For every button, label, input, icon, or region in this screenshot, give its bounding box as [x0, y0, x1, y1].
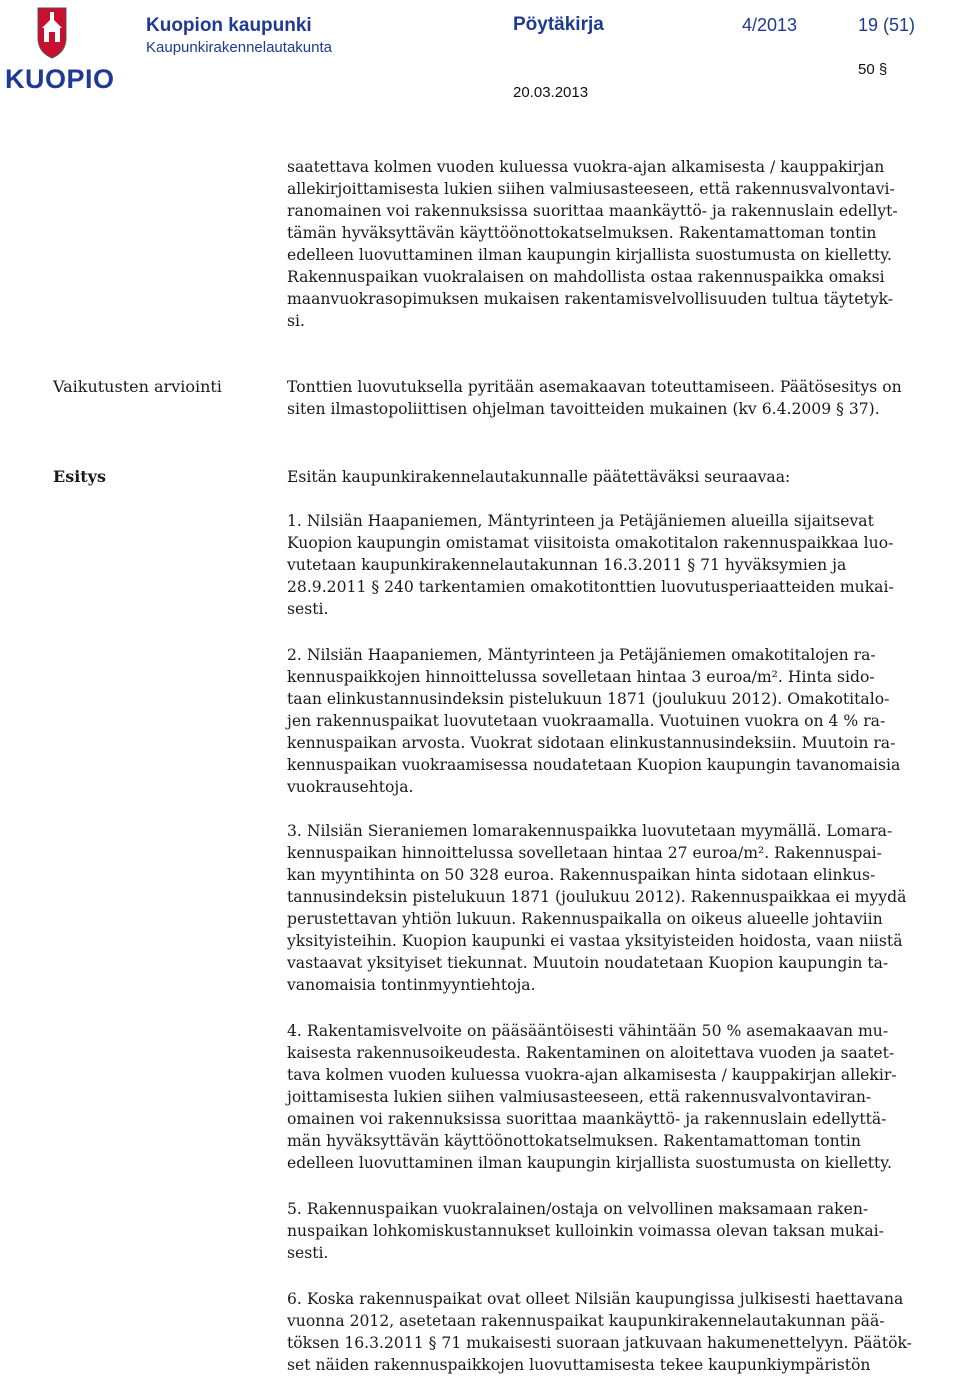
- proposal-line: taan elinkustannusindeksin pistelukuun 1871 (joulukuu 2012). Omakotitalo-: [287, 690, 890, 708]
- proposal-line: töksen 16.3.2011 § 71 mukaisesti suoraan jatkuvaan hakumenettelyyn. Päätök-: [287, 1334, 912, 1352]
- proposal-lead: Esitän kaupunkirakennelautakunnalle päätettäväksi seuraavaa:: [287, 468, 791, 486]
- impact-line: Tonttien luovutuksella pyritään asemakaavan toteuttamiseen. Päätösesitys on: [287, 378, 902, 396]
- proposal-line: män hyväksyttävän käyttöönottokatselmuksen. Rakentamattoman tontin: [287, 1132, 861, 1150]
- proposal-line: yksityisteihin. Kuopion kaupunki ei vastaa yksityisteiden hoidosta, vaan niistä: [287, 932, 903, 950]
- proposal-line: Kuopion kaupungin omistamat viisitoista omakotitalon rakennuspaikkaa luo-: [287, 534, 894, 552]
- intro-line: ranomainen voi rakennuksissa suorittaa maankäyttö- ja rakennuslain edellyt-: [287, 202, 898, 220]
- impact-paragraph: [287, 376, 959, 420]
- intro-paragraph: [287, 156, 959, 332]
- proposal-line: vanomaisia tontinmyyntiehtoja.: [287, 976, 536, 994]
- proposal-line: kennuspaikan hinnoittelussa sovelletaan hintaa 27 euroa/m². Rakennuspai-: [287, 844, 882, 862]
- proposal-line: sesti.: [287, 1244, 329, 1262]
- proposal-line: vutetaan kaupunkirakennelautakunnan 16.3.2011 § 71 hyväksymien ja: [287, 556, 847, 574]
- proposal-line: vastaavat yksityiset tiekunnat. Muutoin noudatetaan Kuopion kaupungin ta-: [287, 954, 889, 972]
- proposal-line: kan myyntihinta on 50 328 euroa. Rakennuspaikan hinta sidotaan elinkus-: [287, 866, 876, 884]
- proposal-item-3: [287, 820, 959, 996]
- proposal-item-4: [287, 1020, 959, 1174]
- proposal-line: vuonna 2012, asetetaan rakennuspaikat kaupunkirakennelautakunnan pää-: [287, 1312, 885, 1330]
- intro-line: si.: [287, 312, 305, 330]
- proposal-line: kennuspaikan arvosta. Vuokrat sidotaan elinkustannusindeksiin. Muutoin ra-: [287, 734, 896, 752]
- intro-line: tämän hyväksyttävän käyttöönottokatselmuksen. Rakentamattoman tontin: [287, 224, 877, 242]
- logo-wordmark: KUOPIO: [5, 64, 115, 94]
- proposal-line: 5. Rakennuspaikan vuokralainen/ostaja on velvollinen maksamaan raken-: [287, 1200, 869, 1218]
- section-number: 50 §: [858, 61, 888, 78]
- proposal-line: kaisesta rakennusoikeudesta. Rakentaminen on aloitettava vuoden ja saatet-: [287, 1044, 895, 1062]
- proposal-line: 2. Nilsiän Haapaniemen, Mäntyrinteen ja Petäjäniemen omakotitalojen ra-: [287, 646, 876, 664]
- proposal-line: kennuspaikan vuokraamisessa noudatetaan Kuopion kaupungin tavanomaisia: [287, 756, 901, 774]
- proposal-item-5: [287, 1198, 959, 1264]
- proposal-line: 6. Koska rakennuspaikat ovat olleet Nilsiän kaupungissa julkisesti haettavana: [287, 1290, 904, 1308]
- proposal-line: sesti.: [287, 600, 329, 618]
- department-name: Kaupunkirakennelautakunta: [146, 39, 332, 56]
- proposal-line: jen rakennuspaikat luovutetaan vuokraamalla. Vuotuinen vuokra on 4 % ra-: [287, 712, 886, 730]
- impact-line: siten ilmastopoliittisen ohjelman tavoitteiden mukainen (kv 6.4.2009 § 37).: [287, 400, 880, 418]
- page-info: 19 (51): [858, 15, 916, 35]
- proposal-label: Esitys: [53, 467, 106, 486]
- intro-line: allekirjoittamisesta lukien siihen valmiusasteeseen, että rakennusvalvontavi-: [287, 180, 895, 198]
- proposal-item-1: [287, 510, 959, 620]
- intro-line: Rakennuspaikan vuokralaisen on mahdollista ostaa rakennuspaikka omaksi: [287, 268, 885, 286]
- kuopio-logo: [4, 4, 115, 96]
- meeting-date: 20.03.2013: [513, 84, 589, 101]
- proposal-item-2: [287, 644, 959, 798]
- doc-type: Pöytäkirja: [513, 14, 604, 35]
- proposal-line: omainen voi rakennuksissa suorittaa maankäyttö- ja rakennuslain edellyttä-: [287, 1110, 887, 1128]
- org-name: Kuopion kaupunki: [146, 15, 312, 36]
- proposal-line: tava kolmen vuoden kuluessa vuokra-ajan alkamisesta / kauppakirjan allekir-: [287, 1066, 897, 1084]
- proposal-line: nuspaikan lohkomiskustannukset kulloinkin voimassa olevan taksan mukai-: [287, 1222, 884, 1240]
- proposal-item-6: [287, 1288, 959, 1376]
- proposal-line: vuokrausehtoja.: [287, 778, 414, 796]
- organization-block: [146, 14, 332, 58]
- proposal-line: 3. Nilsiän Sieraniemen lomarakennuspaikka luovutetaan myymällä. Lomara-: [287, 822, 893, 840]
- proposal-line: tannusindeksin pistelukuun 1871 (joulukuu 2012). Rakennuspaikkaa ei myydä: [287, 888, 907, 906]
- intro-line: saatettava kolmen vuoden kuluessa vuokra-ajan alkamisesta / kauppakirjan: [287, 158, 885, 176]
- intro-line: maanvuokrasopimuksen mukaisen rakentamisvelvollisuuden tultua täytetyk-: [287, 290, 894, 308]
- proposal-line: perustettavan yhtiön lukuun. Rakennuspaikalla on oikeus alueelle johtaviin: [287, 910, 883, 928]
- intro-line: edelleen luovuttaminen ilman kaupungin kirjallista suostumusta on kielletty.: [287, 246, 892, 264]
- coat-of-arms-icon: [38, 8, 66, 58]
- proposal-line: edelleen luovuttaminen ilman kaupungin kirjallista suostumusta on kielletty.: [287, 1154, 892, 1172]
- doc-number: 4/2013: [742, 15, 798, 35]
- proposal-line: kennuspaikkojen hinnoittelussa sovelletaan hintaa 3 euroa/m². Hinta sido-: [287, 668, 875, 686]
- proposal-line: 4. Rakentamisvelvoite on pääsääntöisesti vähintään 50 % asemakaavan mu-: [287, 1022, 889, 1040]
- proposal-line: 1. Nilsiän Haapaniemen, Mäntyrinteen ja Petäjäniemen alueilla sijaitsevat: [287, 512, 874, 530]
- proposal-line: set näiden rakennuspaikkojen luovuttamisesta tekee kaupunkiympäristön: [287, 1356, 871, 1374]
- impact-label: Vaikutusten arviointi: [53, 377, 222, 396]
- proposal-line: 28.9.2011 § 240 tarkentamien omakotitonttien luovutusperiaatteiden mukai-: [287, 578, 894, 596]
- proposal-line: joittamisesta lukien siihen valmiusasteeseen, että rakennusvalvontaviran-: [287, 1088, 872, 1106]
